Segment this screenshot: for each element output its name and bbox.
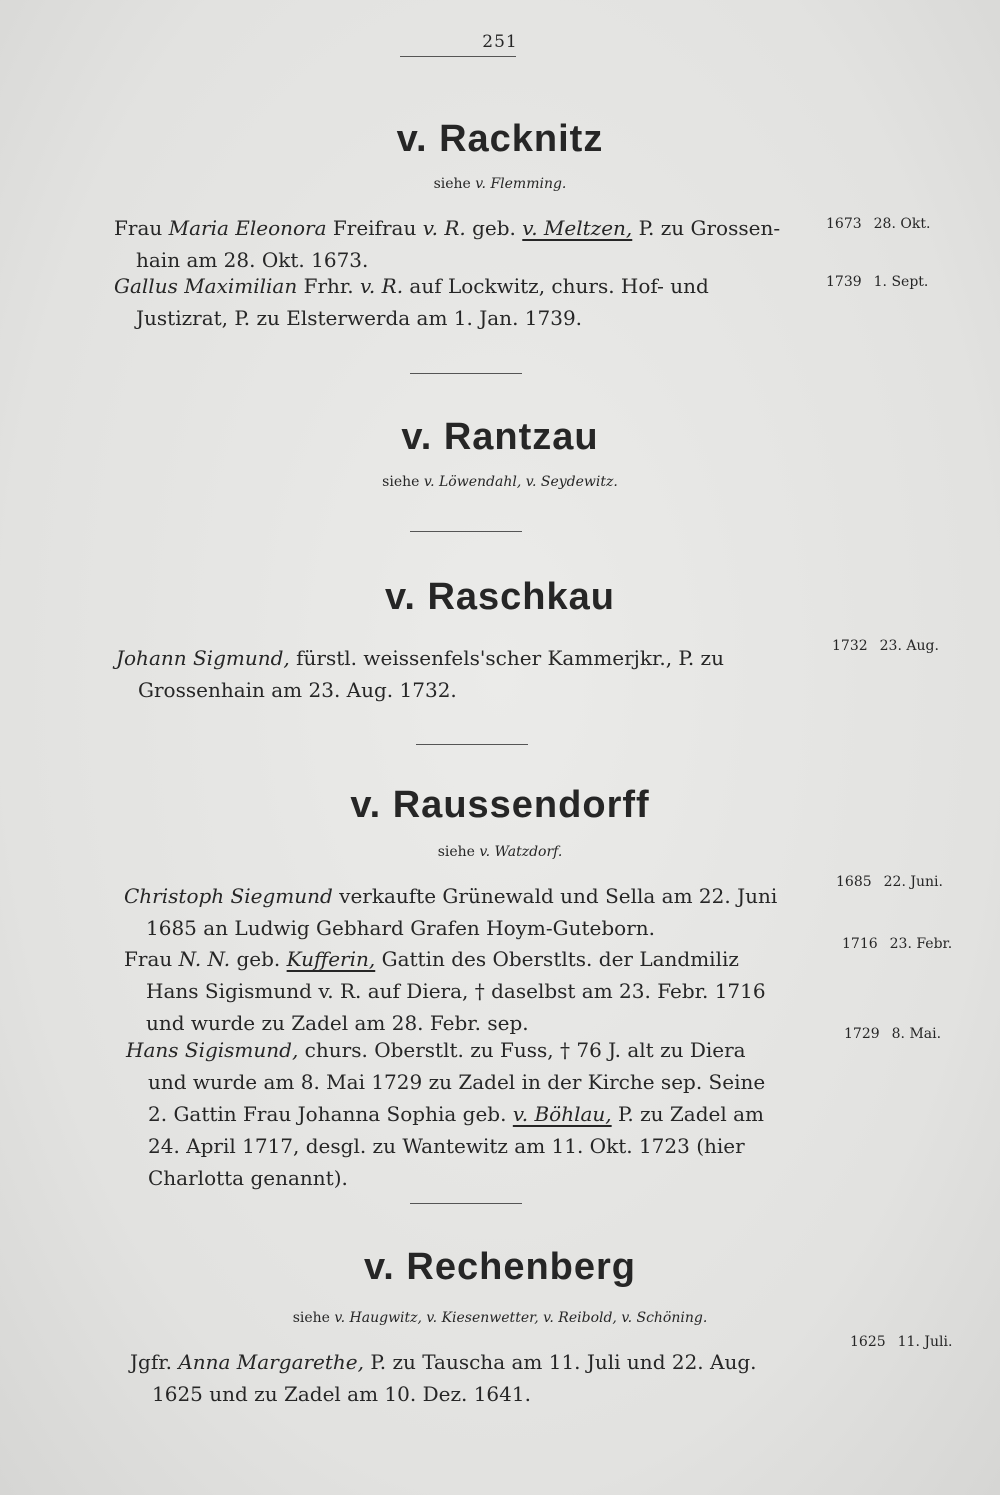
link-kufferin[interactable]: Kufferin,	[286, 947, 376, 971]
date-1732: 1732 23. Aug.	[832, 638, 939, 654]
date-1739: 1739 1. Sept.	[826, 274, 929, 290]
heading-raschkau: v. Raschkau	[385, 576, 615, 618]
section-divider	[410, 373, 522, 374]
heading-raussendorff: v. Raussendorff	[350, 784, 650, 826]
date-1673: 1673 28. Okt.	[826, 216, 931, 232]
heading-racknitz: v. Racknitz	[396, 118, 604, 160]
entry-johann-sigmund: Johann Sigmund, fürstl. weissenfels'scher Kammerjkr., P. zu Grossenhain am 23. Aug. 1732.	[116, 646, 724, 702]
entry-anna-margarethe: Jgfr. Anna Margarethe, P. zu Tauscha am 11. Juli und 22. Aug. 1625 und zu Zadel am 10. Dez. 1641.	[130, 1350, 757, 1406]
link-v-meltzen[interactable]: v. Meltzen,	[522, 216, 633, 240]
entry-gallus-maximilian: Gallus Maximilian Frhr. v. R. auf Lockwitz, churs. Hof- und Justizrat, P. zu Elsterwerda am 1. Jan. 1739.	[114, 274, 709, 330]
section-divider	[410, 531, 522, 532]
entry-maria-eleonora: Frau Maria Eleonora Freifrau v. R. geb. v. Meltzen, P. zu Grossen- hain am 28. Okt. 1673.	[114, 216, 781, 272]
date-1625: 1625 11. Juli.	[850, 1334, 953, 1350]
entry-christoph-siegmund: Christoph Siegmund verkaufte Grünewald und Sella am 22. Juni 1685 an Ludwig Gebhard Grafen Hoym-Guteborn.	[124, 884, 778, 940]
heading-rechenberg: v. Rechenberg	[363, 1246, 637, 1288]
link-v-boehlau[interactable]: v. Böhlau,	[512, 1102, 612, 1126]
entry-n-n-kufferin: Frau N. N. geb. Kufferin, Gattin des Oberstlts. der Landmiliz Hans Sigismund v. R. auf Diera, † daselbst am 23. Febr. 1716 und wurde zu Zadel am 28. Febr. sep.	[124, 947, 766, 1035]
see-also-raussendorff: siehe v. Watzdorf.	[437, 844, 563, 860]
section-divider	[410, 1203, 522, 1204]
see-also-rechenberg: siehe v. Haugwitz, v. Kiesenwetter, v. Reibold, v. Schöning.	[292, 1310, 708, 1326]
see-also-rantzau: siehe v. Löwendahl, v. Seydewitz.	[382, 474, 618, 490]
page-number-rule	[400, 56, 516, 57]
date-1729: 1729 8. Mai.	[844, 1026, 942, 1042]
see-also-racknitz: siehe v. Flemming.	[433, 176, 567, 192]
section-divider	[416, 744, 528, 745]
date-1685: 1685 22. Juni.	[836, 874, 943, 890]
date-1716: 1716 23. Febr.	[842, 936, 953, 952]
page-number: 251	[482, 32, 518, 52]
entry-hans-sigismund: Hans Sigismund, churs. Oberstlt. zu Fuss, † 76 J. alt zu Diera und wurde am 8. Mai 1729 zu Zadel in der Kirche sep. Seine 2. Gattin Frau Johanna Sophia geb. v. Böhlau, P. zu Zadel am 24. April 1717, desgl. zu Wantewitz am 11. Okt. 1723 (hier Charlotta genannt).	[126, 1038, 766, 1190]
heading-rantzau: v. Rantzau	[401, 416, 599, 458]
